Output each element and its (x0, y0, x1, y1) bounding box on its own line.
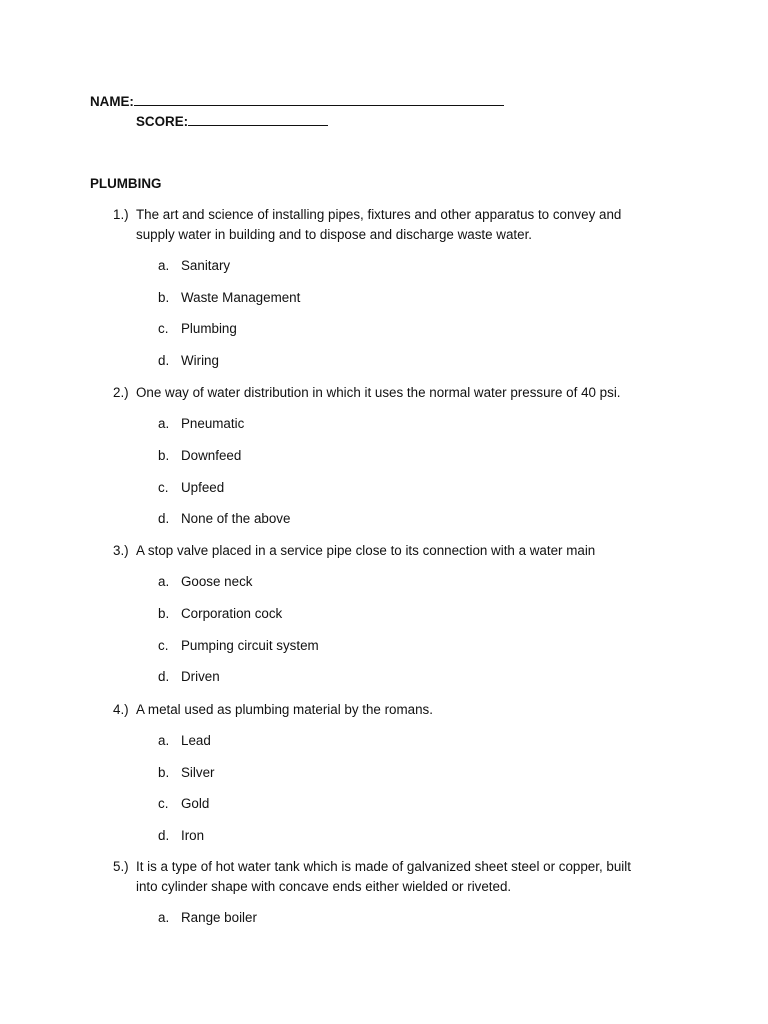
option-text: Range boiler (181, 910, 257, 925)
question-number: 1.) (113, 207, 129, 222)
question-number: 5.) (113, 859, 129, 874)
option-letter: b. (158, 448, 170, 463)
score-field[interactable] (136, 113, 328, 129)
option-letter: a. (158, 416, 170, 431)
option-text: Waste Management (181, 290, 301, 305)
name-blank-line[interactable] (134, 93, 504, 106)
option-letter: c. (158, 480, 169, 495)
option-text: Corporation cock (181, 606, 283, 621)
question-number: 2.) (113, 385, 129, 400)
option-text: Iron (181, 828, 205, 843)
option-text: Lead (181, 733, 211, 748)
option-text: Wiring (181, 353, 219, 368)
option-text: Downfeed (181, 448, 242, 463)
option-letter: d. (158, 353, 170, 368)
option-letter: a. (158, 258, 170, 273)
score-label: SCORE: (136, 114, 189, 129)
question-text: It is a type of hot water tank which is made of galvanized sheet steel or copper, built into cylinder shape with concave ends either wielded or riveted. (136, 859, 631, 894)
option-letter: d. (158, 828, 170, 843)
score-blank-line[interactable] (188, 113, 328, 126)
section-title: PLUMBING (90, 176, 162, 191)
option-letter: a. (158, 574, 170, 589)
option-letter: b. (158, 765, 170, 780)
option-text: Silver (181, 765, 215, 780)
option-text: Pneumatic (181, 416, 245, 431)
option-text: Goose neck (181, 574, 253, 589)
option-letter: d. (158, 669, 170, 684)
option-text: Pumping circuit system (181, 638, 319, 653)
option-text: None of the above (181, 511, 291, 526)
option-letter: b. (158, 606, 170, 621)
question-text: One way of water distribution in which it uses the normal water pressure of 40 psi. (136, 385, 621, 400)
name-label: NAME: (90, 94, 134, 109)
option-letter: d. (158, 511, 170, 526)
option-letter: a. (158, 733, 170, 748)
option-text: Sanitary (181, 258, 231, 273)
option-letter: c. (158, 638, 169, 653)
name-field[interactable] (90, 93, 504, 109)
option-letter: c. (158, 796, 169, 811)
option-letter: c. (158, 321, 169, 336)
question-text: A stop valve placed in a service pipe close to its connection with a water main (136, 543, 596, 558)
option-text: Plumbing (181, 321, 237, 336)
question-text: The art and science of installing pipes, fixtures and other apparatus to convey and supply water in building and to dispose and discharge waste water. (136, 207, 622, 242)
option-text: Upfeed (181, 480, 225, 495)
question-number: 3.) (113, 543, 129, 558)
option-text: Driven (181, 669, 220, 684)
question-text: A metal used as plumbing material by the romans. (136, 702, 433, 717)
option-letter: a. (158, 910, 170, 925)
option-text: Gold (181, 796, 210, 811)
question-number: 4.) (113, 702, 129, 717)
option-letter: b. (158, 290, 170, 305)
